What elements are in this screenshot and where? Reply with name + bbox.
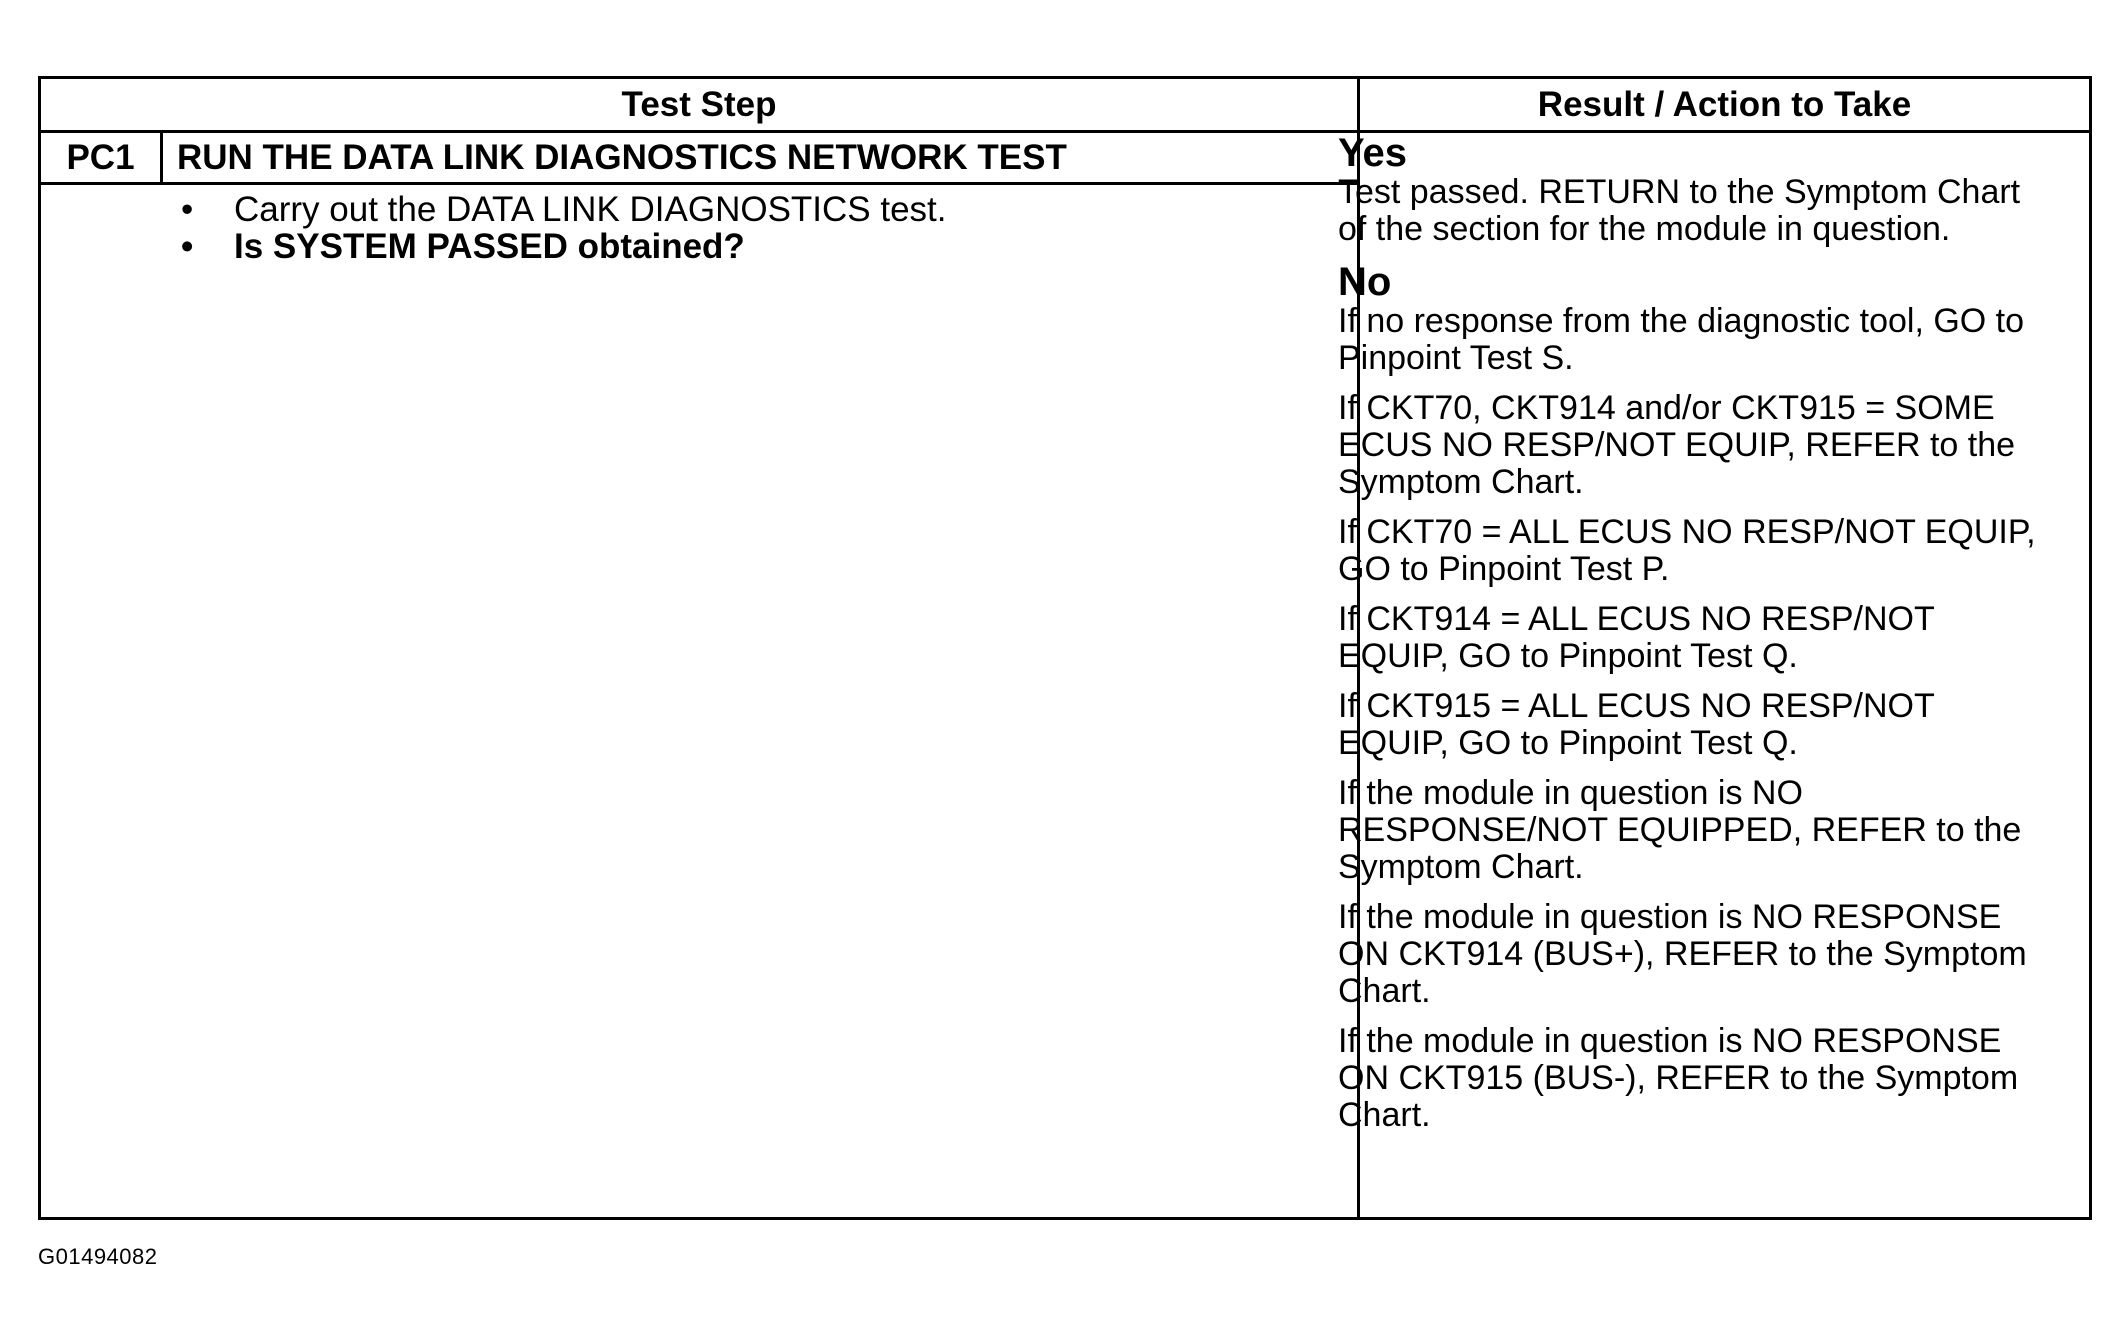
figure-id: G01494082 <box>38 1244 158 1269</box>
no-item: If the module in question is NO RESPONSE/NOT EQUIPPED, REFER to the Symptom Chart. <box>1338 774 2022 886</box>
no-item: If the module in question is NO RESPONSE ON CKT914 (BUS+), REFER to the Symptom Chart. <box>1338 898 2027 1010</box>
no-item: If CKT915 = ALL ECUS NO RESP/NOT EQUIP, GO to Pinpoint Test Q. <box>1338 687 1935 762</box>
no-item: If CKT70, CKT914 and/or CKT915 = SOME ECUS NO RESP/NOT EQUIP, REFER to the Symptom Chart. <box>1338 389 2016 501</box>
no-item: If CKT914 = ALL ECUS NO RESP/NOT EQUIP, GO to Pinpoint Test Q. <box>1338 600 1935 675</box>
instruction-question: • Is SYSTEM PASSED obtained? <box>181 227 745 266</box>
header-result-action: Result / Action to Take <box>1537 85 1912 124</box>
result-action-column <box>1338 106 2038 1147</box>
step-title: RUN THE DATA LINK DIAGNOSTICS NETWORK TEST <box>177 138 1067 177</box>
bullet-icon: • <box>181 190 194 229</box>
yes-label: Yes <box>1338 131 1407 175</box>
no-item: If no response from the diagnostic tool, GO to Pinpoint Test S. <box>1338 302 2025 377</box>
instruction-item: • Carry out the DATA LINK DIAGNOSTICS test. <box>181 190 947 229</box>
no-item: If the module in question is NO RESPONSE ON CKT915 (BUS-), REFER to the Symptom Chart. <box>1338 1022 2019 1134</box>
no-item: If CKT70 = ALL ECUS NO RESP/NOT EQUIP, GO to Pinpoint Test P. <box>1338 513 2036 588</box>
yes-text: Test passed. RETURN to the Symptom Chart of the section for the module in question. <box>1338 173 2021 248</box>
bullet-icon: • <box>181 227 194 266</box>
step-id: PC1 <box>66 138 135 177</box>
step-id-divider <box>160 130 163 184</box>
header-test-step: Test Step <box>621 85 777 124</box>
step-instructions <box>177 191 947 265</box>
no-label: No <box>1338 260 1392 304</box>
